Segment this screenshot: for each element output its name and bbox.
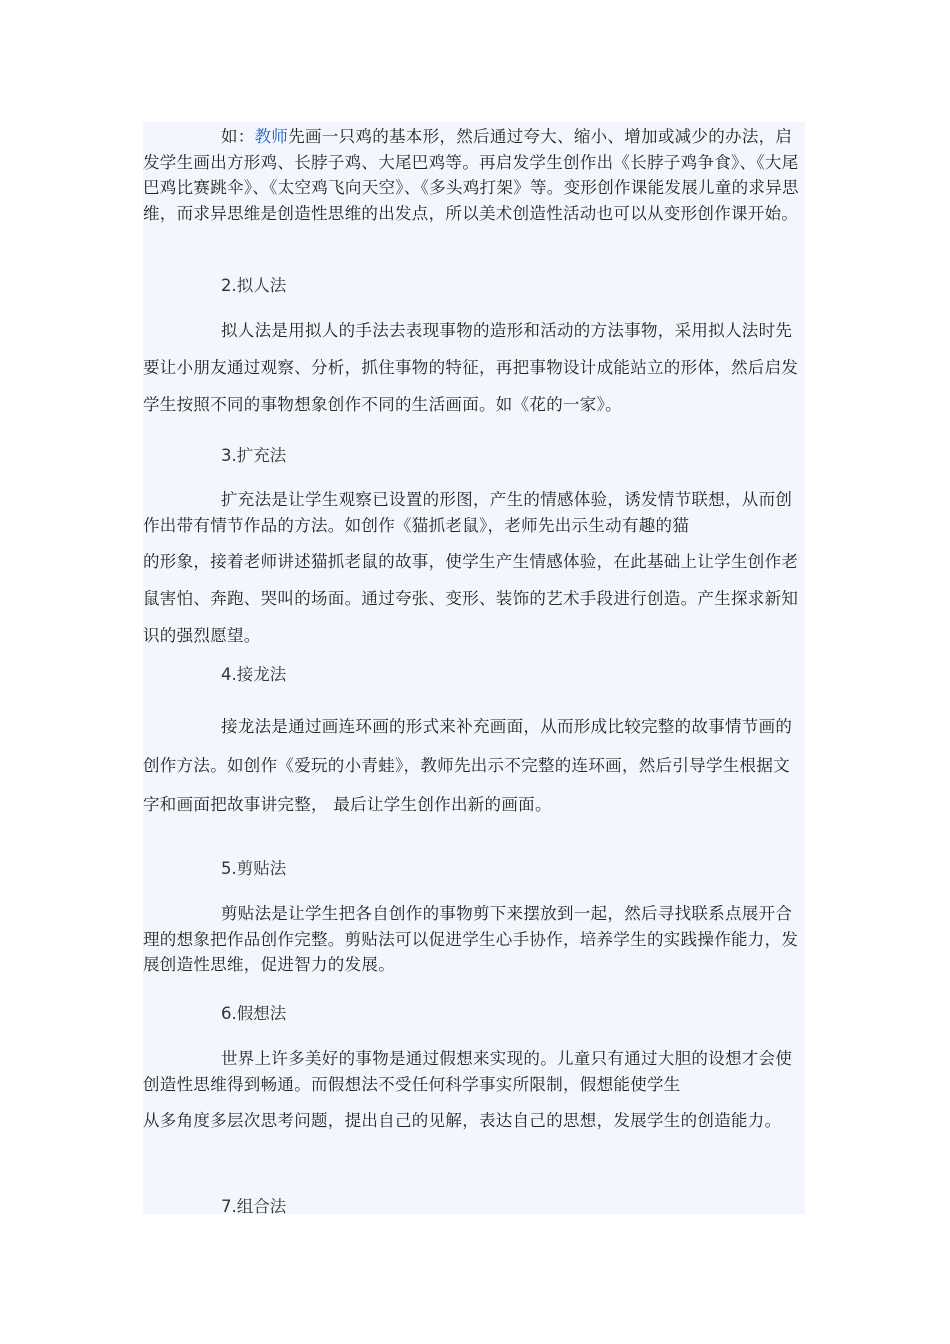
paragraph-expansion-b: 的形象，接着老师讲述猫抓老鼠的故事，使学生产生情感体验，在此基础上让学生创作老鼠害怕、奔跑、哭叫的场面。通过夸张、变形、装饰的艺术手段进行创造。产生探求新知识的强烈愿望。 [143,552,799,645]
paragraph-cut-paste: 剪贴法是让学生把各自创作的事物剪下来摆放到一起，然后寻找联系点展开合理的想象把作品创作完整。剪贴法可以促进学生心手协作，培养学生的实践操作能力，发展创造性思维，促进智力的发展。 [143,904,799,974]
heading-hypothesis: 6.假想法 [221,1004,287,1023]
intro-prefix: 如： [221,127,255,146]
teacher-link[interactable]: 教师 [254,127,289,146]
heading-cut-paste: 5.剪贴法 [221,859,287,878]
paragraph-expansion-a: 扩充法是让学生观察已设置的形图，产生的情感体验，诱发情节联想，从而创作出带有情节作品的方法。如创作《猫抓老鼠》，老师先出示生动有趣的猫 [143,490,793,535]
heading-combination: 7.组合法 [221,1197,287,1216]
heading-personification: 2.拟人法 [221,276,287,295]
paragraph-hypothesis-a: 世界上许多美好的事物是通过假想来实现的。儿童只有通过大胆的设想才会使创造性思维得到畅通。而假想法不受任何科学事实所限制，假想能使学生 [143,1049,793,1094]
paragraph-relay: 接龙法是通过画连环画的形式来补充画面，从而形成比较完整的故事情节画的创作方法。如创作《爱玩的小青蛙》，教师先出示不完整的连环画，然后引导学生根据文字和画面把故事讲完整， 最后让学生创作出新的画面。 [143,717,793,814]
intro-paragraph [143,124,805,226]
heading-expansion: 3.扩充法 [221,446,287,465]
heading-relay: 4.接龙法 [221,665,287,684]
paragraph-personification: 拟人法是用拟人的手法去表现事物的造形和活动的方法事物，采用拟人法时先要让小朋友通过观察、分析，抓住事物的特征，再把事物设计成能站立的形体，然后启发学生按照不同的事物想象创作不同的生活画面。如《花的一家》。 [143,321,799,414]
intro-text: 先画一只鸡的基本形，然后通过夸大、缩小、增加或减少的办法，启发学生画出方形鸡、长脖子鸡、大尾巴鸡等。再启发学生创作出《长脖子鸡争食》、《大尾巴鸡比赛跳伞》、《太空鸡飞向天空》、《多头鸡打架》等。变形创作课能发展儿童的求异思维，而求异思维是创造性思维的出发点，所以美术创造性活动也可以从变形创作课开始。 [143,127,799,223]
paragraph-hypothesis-b: 从多角度多层次思考问题，提出自己的见解，表达自己的思想，发展学生的创造能力。 [143,1111,782,1130]
